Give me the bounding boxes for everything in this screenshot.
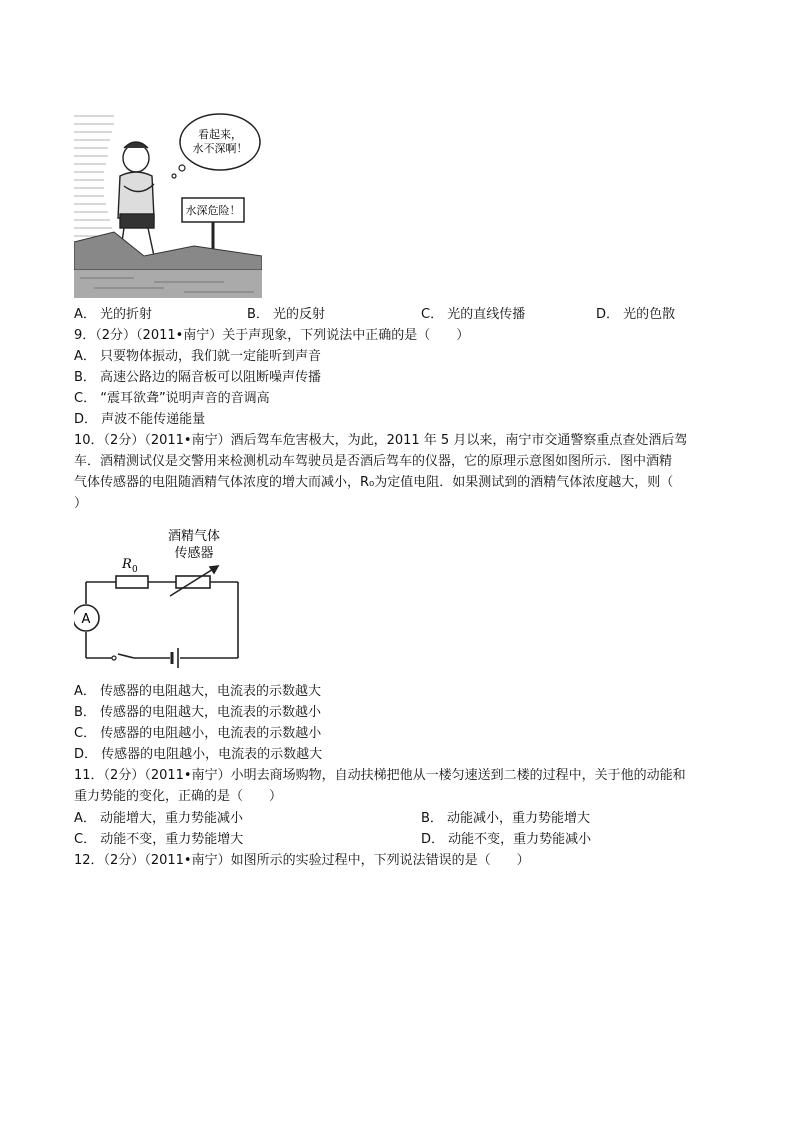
q11-option-c: C． 动能不变，重力势能增大 [74, 832, 244, 847]
resistor-r0 [116, 576, 148, 588]
bubble-text-2: 水不深啊！ [192, 142, 248, 155]
circuit-diagram [74, 524, 244, 672]
q11-option-b: B． 动能减小，重力势能增大 [421, 811, 591, 826]
q10-stem-line-4: ） [74, 496, 88, 511]
q9-stem: 9．（2分）（2011•南宁）关于声现象，下列说法中正确的是（ ） [74, 328, 470, 343]
resistor-label: R [122, 557, 132, 572]
q10-stem-line-3: 气体传感器的电阻随酒精气体浓度的增大而减小，R₀为定值电阻．如果测试到的酒精气体浓度越大，则（ [74, 475, 674, 490]
q8-option-a: A． 光的折射 [74, 307, 153, 322]
q10-stem-line-1: 10．（2分）（2011•南宁）酒后驾车危害极大，为此，2011 年 5 月以来，南宁市交通警察重点查处酒后驾 [74, 433, 688, 448]
lake-illustration [74, 106, 262, 298]
q10-option-b: B． 传感器的电阻越大，电流表的示数越小 [74, 705, 322, 720]
q11-stem-line-1: 11．（2分）（2011•南宁）小明去商场购物，自动扶梯把他从一楼匀速送到二楼的过程中，关于他的动能和 [74, 768, 686, 783]
q9-option-d: D． 声波不能传递能量 [74, 412, 206, 427]
q8-option-d: D． 光的色散 [596, 307, 676, 322]
q11-option-a: A． 动能增大，重力势能减小 [74, 811, 244, 826]
sensor-label-2: 传感器 [174, 546, 214, 561]
q9-option-a: A． 只要物体振动，我们就一定能听到声音 [74, 349, 322, 364]
bubble-text-1: 看起来， [198, 128, 242, 141]
q9-option-c: C． “震耳欲聋”说明声音的音调高 [74, 391, 270, 406]
ammeter-label: A [81, 612, 91, 627]
q12-stem: 12．（2分）（2011•南宁）如图所示的实验过程中，下列说法错误的是（ ） [74, 853, 530, 868]
resistor-subscript: 0 [132, 565, 138, 575]
q10-stem-line-2: 车．酒精测试仪是交警用来检测机动车驾驶员是否酒后驾车的仪器，它的原理示意图如图所示．图中酒精 [74, 454, 673, 469]
q8-option-b: B． 光的反射 [247, 307, 326, 322]
q11-stem-line-2: 重力势能的变化，正确的是（ ） [74, 789, 283, 804]
q10-option-a: A． 传感器的电阻越大，电流表的示数越大 [74, 684, 322, 699]
q11-option-d: D． 动能不变，重力势能减小 [421, 832, 592, 847]
q10-option-d: D． 传感器的电阻越小，电流表的示数越大 [74, 747, 323, 762]
q10-option-c: C． 传感器的电阻越小，电流表的示数越小 [74, 726, 322, 741]
q8-option-c: C． 光的直线传播 [421, 307, 526, 322]
sensor-label-1: 酒精气体 [167, 529, 221, 544]
q9-option-b: B． 高速公路边的隔音板可以阻断噪声传播 [74, 370, 322, 385]
sign-text: 水深危险！ [185, 204, 241, 217]
